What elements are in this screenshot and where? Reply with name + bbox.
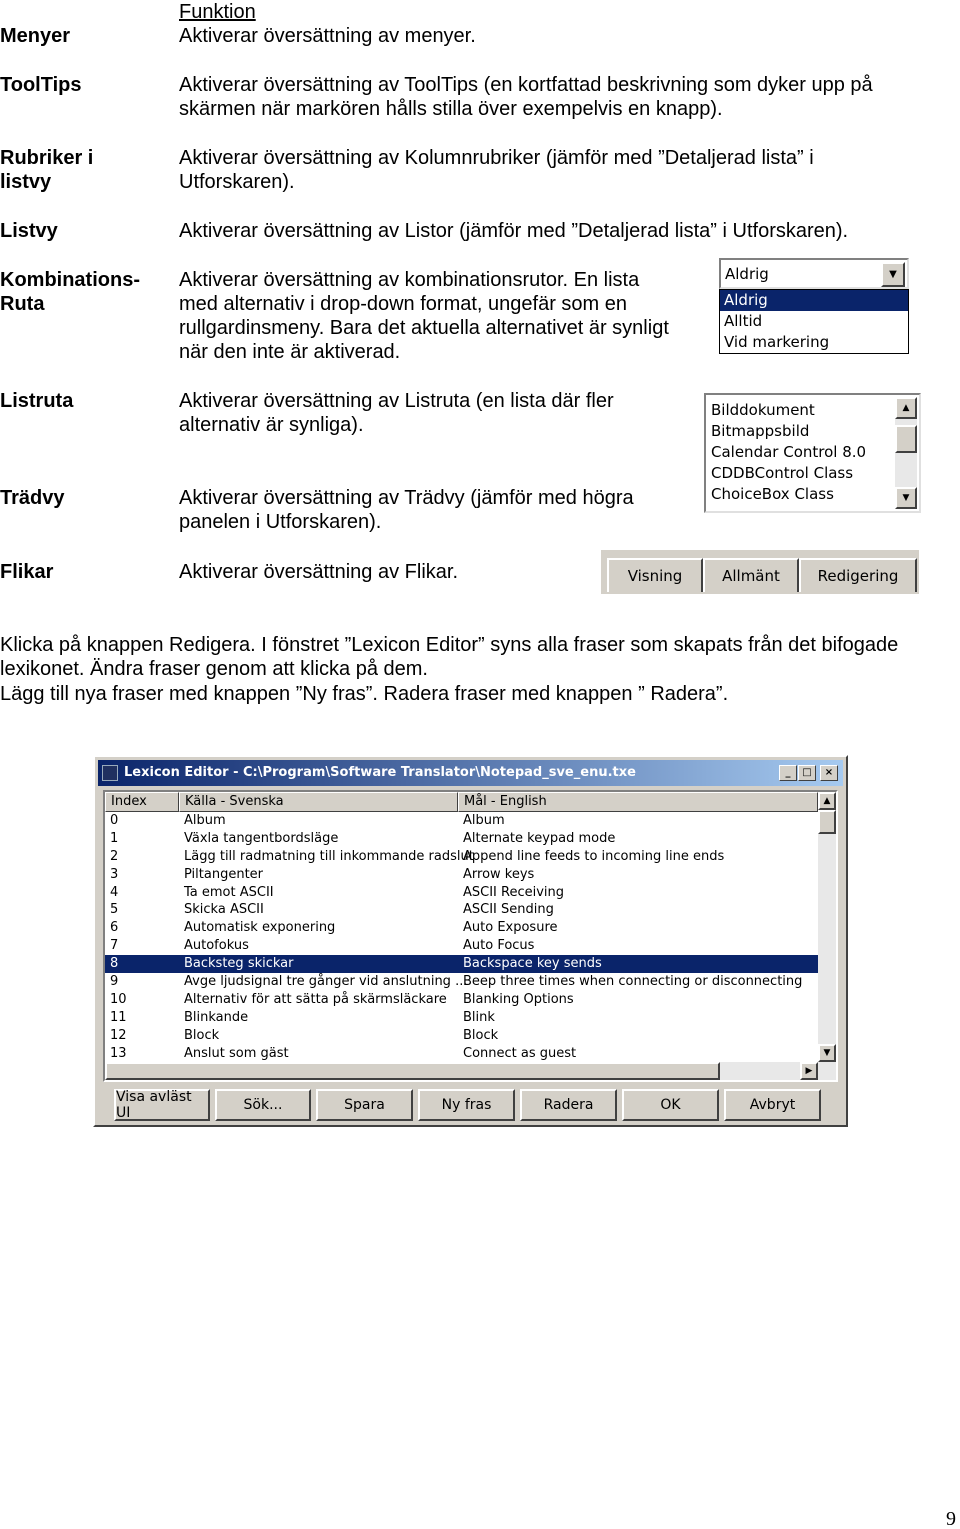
minimize-icon[interactable]: _ — [779, 765, 797, 781]
scroll-up-icon[interactable]: ▲ — [895, 397, 917, 419]
cell-target: Backspace key sends — [463, 956, 602, 972]
table-row[interactable] — [105, 937, 818, 955]
cell-source: Växla tangentbordsläge — [184, 830, 339, 846]
title-bar[interactable] — [98, 760, 843, 786]
button-label: Avbryt — [749, 1097, 796, 1113]
term-flikar: Flikar — [0, 561, 54, 583]
term-listruta: Listruta — [0, 390, 74, 412]
desc-tooltips-line2: skärmen när markören hålls stilla över exempelvis en knapp). — [179, 98, 723, 120]
term-tradvy: Trädvy — [0, 487, 65, 509]
scroll-down-icon[interactable]: ▼ — [818, 1044, 836, 1062]
cell-source: Lägg till radmatning till inkommande radslut — [184, 848, 474, 864]
term-rubriker-line2: listvy — [0, 171, 52, 193]
button-label: Radera — [543, 1097, 594, 1113]
cell-index: 5 — [110, 902, 119, 918]
cell-target: Blink — [463, 1009, 495, 1025]
column-header-source[interactable]: Källa - Svenska — [179, 792, 458, 812]
table-row[interactable] — [105, 955, 818, 973]
desc-kombinationsruta-line3: rullgardinsmeny. Bara det aktuella alternativet är synligt — [179, 317, 669, 339]
table-row[interactable] — [105, 1045, 818, 1063]
scroll-thumb[interactable] — [818, 810, 836, 834]
desc-rubriker-line2: Utforskaren). — [179, 171, 295, 193]
combo-option[interactable]: Aldrig — [720, 290, 908, 311]
table-row[interactable] — [105, 1027, 818, 1045]
scroll-thumb[interactable] — [895, 425, 917, 453]
cell-index: 6 — [110, 920, 119, 936]
term-kombinationsruta-line1: Kombinations- — [0, 269, 140, 291]
desc-listruta-line2: alternativ är synliga). — [179, 414, 364, 436]
instruction-line2: lexikonet. Ändra fraser genom att klicka på dem. — [0, 658, 428, 680]
term-menyer: Menyer — [0, 25, 71, 47]
scroll-down-icon[interactable]: ▼ — [895, 487, 917, 509]
cell-target: Block — [463, 1027, 499, 1043]
cell-target: ASCII Sending — [463, 902, 554, 918]
scroll-up-icon[interactable]: ▲ — [818, 792, 836, 810]
list-item[interactable]: Calendar Control 8.0 — [711, 443, 867, 461]
cell-source: Album — [184, 813, 226, 828]
column-header-index[interactable]: Index — [105, 792, 179, 812]
combo-option[interactable]: Alltid — [724, 312, 763, 330]
desc-listruta-line1: Aktiverar översättning av Listruta (en lista där fler — [179, 390, 614, 412]
cell-source: Autofokus — [184, 938, 249, 954]
column-header-target[interactable]: Mål - English — [458, 792, 818, 812]
tab-label: Redigering — [817, 567, 899, 585]
cell-target: Album — [463, 813, 505, 828]
cell-source: Backsteg skickar — [184, 956, 294, 972]
cell-index: 11 — [110, 1009, 127, 1025]
search-button[interactable] — [215, 1089, 311, 1121]
combo-box-example — [719, 258, 909, 354]
table-row[interactable] — [105, 812, 818, 830]
table-row[interactable] — [105, 830, 818, 848]
desc-kombinationsruta-line1: Aktiverar översättning av kombinationsrutor. En lista — [179, 269, 640, 291]
button-label: Spara — [344, 1097, 385, 1113]
table-row[interactable] — [105, 884, 818, 902]
listbox-scrollbar[interactable] — [895, 397, 917, 509]
desc-menyer: Aktiverar översättning av menyer. — [179, 25, 476, 47]
cell-index: 7 — [110, 938, 119, 954]
combo-value: Aldrig — [725, 265, 769, 283]
cell-index: 0 — [110, 813, 119, 828]
tab-redigering[interactable] — [799, 558, 917, 592]
lexicon-editor-window — [93, 755, 848, 1127]
cell-source: Alternativ för att sätta på skärmsläckare — [184, 991, 447, 1007]
desc-rubriker-line1: Aktiverar översättning av Kolumnrubriker (jämför med ”Detaljerad lista” i — [179, 147, 814, 169]
cell-index: 1 — [110, 830, 119, 846]
ok-button[interactable] — [622, 1089, 719, 1121]
desc-tooltips-line1: Aktiverar översättning av ToolTips (en kortfattad beskrivning som dyker upp på — [179, 74, 873, 96]
close-icon[interactable]: × — [820, 765, 838, 781]
tab-label: Visning — [627, 567, 683, 585]
term-listvy: Listvy — [0, 220, 58, 242]
cell-target: Blanking Options — [463, 991, 574, 1007]
chevron-down-icon[interactable]: ▼ — [881, 262, 905, 287]
list-vertical-scrollbar[interactable] — [818, 792, 836, 1062]
term-rubriker-line1: Rubriker i — [0, 147, 94, 169]
cell-source: Piltangenter — [184, 866, 264, 882]
term-tooltips: ToolTips — [0, 74, 82, 96]
cell-target: Auto Focus — [463, 938, 535, 954]
app-icon — [102, 765, 118, 781]
phrase-list-view — [103, 790, 838, 1082]
cell-source: Skicka ASCII — [184, 902, 264, 918]
desc-tradvy-line1: Aktiverar översättning av Trädvy (jämför med högra — [179, 487, 634, 509]
cell-index: 2 — [110, 848, 119, 864]
delete-button[interactable] — [520, 1089, 617, 1121]
tab-visning[interactable] — [607, 558, 703, 592]
cancel-button[interactable] — [724, 1089, 821, 1121]
cell-target: Auto Exposure — [463, 920, 558, 936]
table-row[interactable] — [105, 848, 818, 866]
list-box-example — [704, 393, 921, 513]
new-phrase-button[interactable] — [418, 1089, 515, 1121]
table-row[interactable] — [105, 901, 818, 919]
button-label: Visa avläst UI — [116, 1089, 192, 1121]
desc-listvy: Aktiverar översättning av Listor (jämför med ”Detaljerad lista” i Utforskaren). — [179, 220, 849, 242]
cell-index: 10 — [110, 991, 127, 1007]
table-row[interactable] — [105, 919, 818, 937]
tab-label: Allmänt — [722, 567, 780, 585]
show-read-ui-button[interactable] — [114, 1089, 210, 1121]
list-item[interactable]: Bitmappsbild — [711, 422, 810, 440]
list-rows — [105, 812, 818, 1062]
combo-field[interactable] — [719, 258, 909, 289]
cell-index: 13 — [110, 1045, 127, 1061]
tabs-example — [601, 550, 919, 594]
cell-target: Arrow keys — [463, 866, 535, 882]
cell-index: 4 — [110, 884, 119, 900]
scroll-right-icon[interactable]: ▶ — [800, 1062, 818, 1080]
desc-kombinationsruta-line4: när den inte är aktiverad. — [179, 341, 401, 363]
scroll-thumb[interactable] — [105, 1062, 720, 1080]
cell-target: Connect as guest — [463, 1045, 577, 1061]
cell-source: Avge ljudsignal tre gånger vid anslutning ... — [184, 974, 468, 990]
cell-source: Block — [184, 1027, 220, 1043]
cell-index: 8 — [110, 956, 119, 972]
cell-source: Blinkande — [184, 1009, 249, 1025]
cell-target: Append line feeds to incoming line ends — [463, 848, 725, 864]
list-item[interactable]: CDDBControl Class — [711, 464, 854, 482]
button-label: Ny fras — [441, 1097, 492, 1113]
combo-option[interactable]: Vid markering — [724, 333, 830, 351]
function-column-header: Funktion — [179, 1, 256, 23]
desc-flikar: Aktiverar översättning av Flikar. — [179, 561, 458, 583]
list-item[interactable]: ChoiceBox Class — [711, 485, 834, 503]
cell-index: 3 — [110, 866, 119, 882]
term-kombinationsruta-line2: Ruta — [0, 293, 45, 315]
table-row[interactable] — [105, 866, 818, 884]
table-row[interactable] — [105, 991, 818, 1009]
button-label: OK — [660, 1097, 681, 1113]
combo-dropdown-list — [719, 289, 909, 354]
button-label: Sök... — [243, 1097, 283, 1113]
list-horizontal-scrollbar[interactable] — [105, 1062, 836, 1080]
desc-tradvy-line2: panelen i Utforskaren). — [179, 511, 382, 533]
cell-source: Automatisk exponering — [184, 920, 336, 936]
table-row[interactable] — [105, 973, 818, 991]
instruction-line1: Klicka på knappen Redigera. I fönstret ”Lexicon Editor” syns alla fraser som skapats från det bifogade — [0, 634, 899, 656]
cell-target: Alternate keypad mode — [463, 830, 616, 846]
desc-kombinationsruta-line2: med alternativ i drop-down format, ungefär som en — [179, 293, 627, 315]
cell-target: ASCII Receiving — [463, 884, 565, 900]
tab-allmant[interactable] — [703, 558, 799, 592]
cell-source: Anslut som gäst — [184, 1045, 289, 1061]
table-row[interactable] — [105, 1009, 818, 1027]
cell-source: Ta emot ASCII — [184, 884, 274, 900]
cell-target: Beep three times when connecting or disconnecting — [463, 974, 803, 990]
instruction-line3: Lägg till nya fraser med knappen ”Ny fras”. Radera fraser med knappen ” Radera”. — [0, 683, 729, 705]
window-title: Lexicon Editor - C:\Program\Software Translator\Notepad_sve_enu.txe — [124, 765, 636, 780]
maximize-icon[interactable]: □ — [798, 765, 816, 781]
save-button[interactable] — [316, 1089, 413, 1121]
list-item[interactable]: Bilddokument — [711, 401, 815, 419]
list-header — [105, 792, 818, 812]
cell-index: 12 — [110, 1027, 127, 1043]
cell-index: 9 — [110, 974, 119, 990]
page-number: 9 — [946, 1508, 956, 1529]
